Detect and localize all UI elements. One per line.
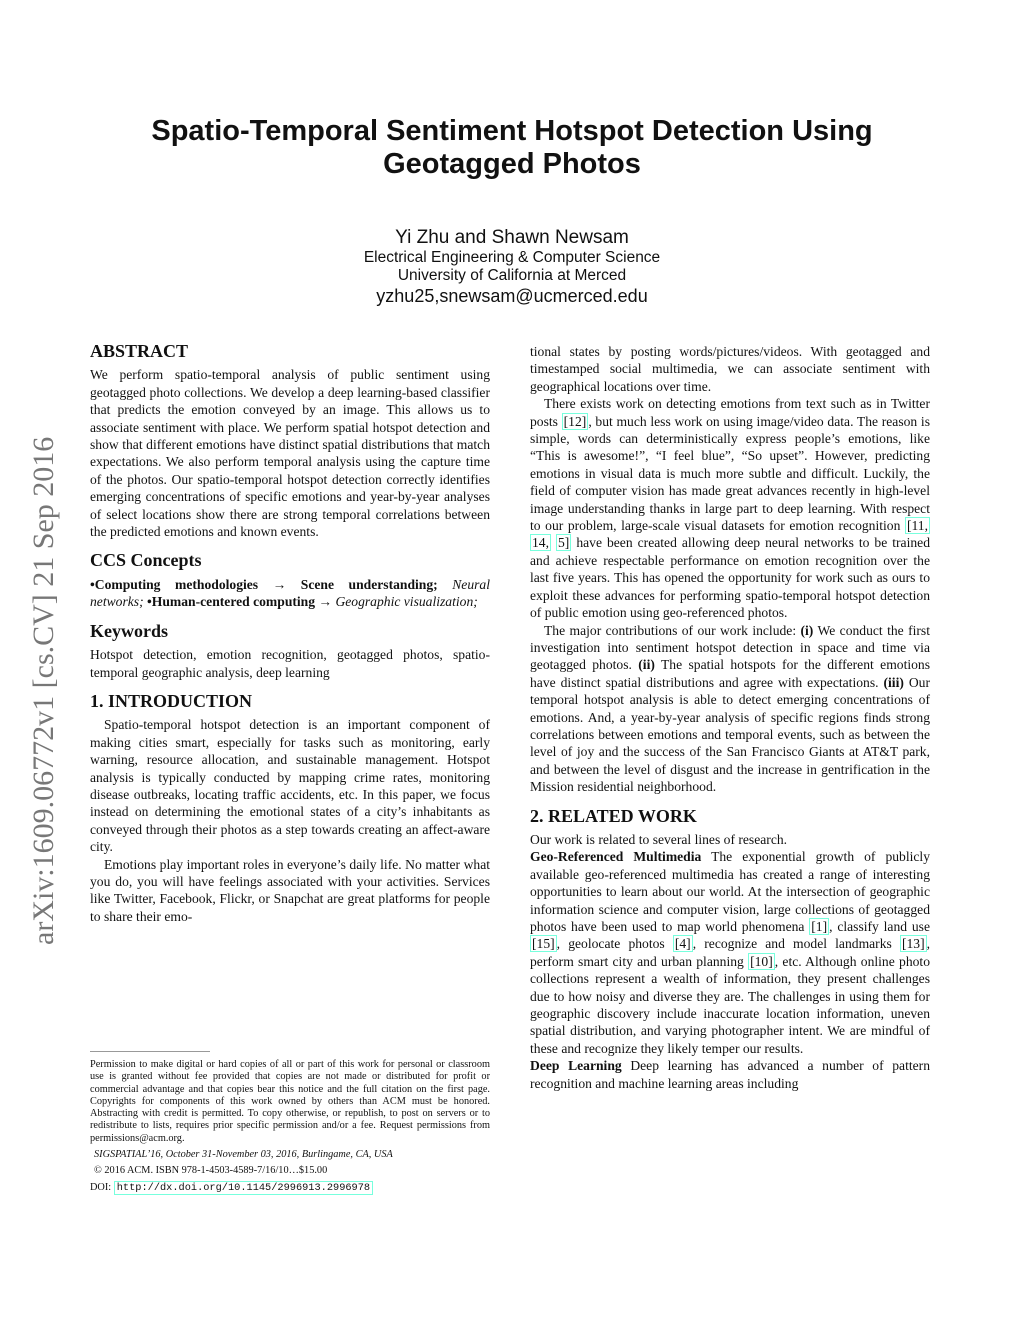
text-span: Our temporal hotspot analysis is able to detect emerging concentrations of emotions. And, a year-by-year analysis of specific regions finds strong correlations between emotions and temporal events, such as between the level of joy and the success of the San Francisco Giants at AT&T park, and between the level of disgust and the increase in gentrification in the Mission residential neighborhood.	[530, 674, 930, 795]
text-span: , recognize and model landmarks	[692, 936, 900, 952]
ccs-concept-4: Geographic visualization;	[335, 594, 478, 610]
paper-title	[0, 115, 1024, 181]
citation-13[interactable]: [13]	[901, 936, 925, 952]
citation-4[interactable]: [4]	[674, 936, 691, 952]
contributions-paragraph	[530, 622, 930, 796]
text-span: , geolocate photos	[556, 936, 673, 952]
copyright-line: © 2016 ACM. ISBN 978-1-4503-4589-7/16/10…$15.00	[94, 1165, 328, 1177]
keywords-heading: Keywords	[90, 620, 168, 641]
author-names: Yi Zhu and Shawn Newsam	[395, 227, 629, 248]
deep-learning-term: Deep Learning	[530, 1058, 622, 1074]
ccs-concepts	[90, 576, 490, 611]
intro-paragraph-1: Spatio-temporal hotspot detection is an important component of making cities smart, especially for tasks such as monitoring, early warning, resource allocation, and sustainable management. Hotspot analysis is typically conducted by mapping crime rates, monitoring disease outbreaks, locating traffic accidents, etc. In this paper, we focus instead on determining the emotional states of a city’s inhabitants as conveyed through their photos as a step towards creating an affect-aware city.	[90, 717, 490, 855]
ccs-heading: CCS Concepts	[90, 550, 202, 571]
affiliation-department: Electrical Engineering & Computer Science	[363, 249, 661, 266]
affiliation-university: University of California at Merced	[397, 267, 627, 284]
title-line-2: Geotagged Photos	[383, 148, 641, 180]
text-span: , etc. Although online photo collections represent a wealth of information, they present challenges due to how noisy and diverse they are. The challenges in using them for geographic discovery include inaccurate location information, uneven spatial distribution, and varying photographer intent. We are mindful of these and recognize they likely temper our results.	[530, 953, 930, 1056]
text-span: The spatial hotspots for the different emotions have distinct spatial distributions and agree with expectations.	[530, 657, 931, 690]
doi-label: DOI:	[90, 1181, 112, 1193]
citation-14[interactable]: 14,	[532, 535, 549, 551]
arxiv-stamp: arXiv:1609.06772v1 [cs.CV] 21 Sep 2016	[27, 436, 60, 945]
venue-line: SIGSPATIAL’16, October 31-November 03, 2016, Burlingame, CA, USA	[94, 1149, 393, 1161]
doi-link[interactable]: http://dx.doi.org/10.1145/2996913.2996978	[114, 1181, 373, 1195]
citation-12[interactable]: [12]	[563, 413, 587, 429]
related-work-intro: Our work is related to several lines of research.	[530, 831, 788, 847]
intro-paragraph-2: Emotions play important roles in everyone’s daily life. No matter what you do, you will have feelings associated with your activities. Services like Twitter, Facebook, Flickr, or Snapchat are great platforms for people to share their emo-	[90, 856, 490, 924]
related-work-heading: 2. RELATED WORK	[530, 805, 697, 826]
text-span: , but much less work on using image/video data. The reason is simple, words can deterministically express people’s emotions, like “This is awesome!”, “I feel blue”, “So upset”. However, predicting emotions in visual data is much more subtle and difficult. Luckily, the field of computer vision has made great advances recently in high-level image understanding thanks in large part to deep learning. With respect to our problem, large-scale visual datasets for emotion recognition	[530, 413, 930, 534]
permission-text: Permission to make digital or hard copies of all or part of this work for personal or classroom use is granted without fee provided that copies are not made or distributed for profit or commercial advantage and that copies bear this notice and the full citation on the first page. Copyrights for components of this work owned by others than ACM must be honored. Abstracting with credit is permitted. To copy otherwise, or republish, to post on servers or to redistribute to lists, requires prior specific permission and/or a fee. Request permissions from permissions@acm.org.	[90, 1059, 490, 1144]
contribution-marker-ii: (ii)	[638, 657, 655, 673]
text-span: Deep learning has advanced a number of pattern recognition and machine learning areas including	[530, 1058, 930, 1091]
keywords-text: Hotspot detection, emotion recognition, geotagged photos, spatio-temporal geographic analysis, deep learning	[90, 647, 490, 680]
citation-11[interactable]: [11,	[906, 518, 928, 534]
text-span: The major contributions of our work include:	[544, 622, 801, 638]
citation-5[interactable]: 5]	[558, 535, 570, 551]
contribution-marker-i: (i)	[800, 622, 814, 638]
abstract-heading: ABSTRACT	[90, 341, 189, 361]
text-span: , classify land use	[829, 919, 930, 934]
left-column	[90, 343, 490, 925]
text-span: have been created allowing deep neural networks to be trained and achieve respectable performance on emotion recognition over the last five years. This has opened the opportunity for work such as ours to exploit these advances for performing spatio-temporal hotspot detection of public emotion using geo-referenced photos.	[530, 535, 930, 621]
permission-footnote	[90, 1059, 490, 1194]
right-column	[530, 343, 930, 1092]
deep-learning-paragraph	[530, 1057, 930, 1092]
footnote-divider	[90, 1051, 210, 1052]
text-span: We conduct the first investigation into sentiment hotspot detection in space and time via geotagged photos.	[530, 622, 930, 673]
geo-multimedia-term: Geo-Referenced Multimedia	[530, 849, 702, 865]
contribution-marker-iii: (iii)	[883, 674, 904, 690]
text-span: There exists work on detecting emotions from text such as in Twitter posts	[530, 396, 930, 429]
text-span: The exponential growth of publicly available geo-referenced multimedia has created a range of interesting opportunities to learn about our world. At the intersection of geographic information science and computer vision, large collections of geotagged photos have been used to map world phenomena	[530, 849, 930, 934]
doi-line	[90, 1182, 490, 1194]
intro-paragraph-2-cont: tional states by posting words/pictures/videos. With geotagged and timestamped social multimedia, we can associate sentiment with geographical locations over time.	[530, 344, 930, 394]
author-email: yzhu25,snewsam@ucmerced.edu	[376, 286, 648, 306]
citation-10[interactable]: [10]	[750, 953, 773, 969]
title-line-1: Spatio-Temporal Sentiment Hotspot Detection Using	[151, 115, 873, 147]
intro-paragraph-3	[530, 395, 930, 621]
citation-1[interactable]: [1]	[811, 919, 828, 934]
text-span: , perform smart city and urban planning	[530, 936, 931, 969]
geo-multimedia-paragraph	[530, 848, 930, 1057]
ccs-concept-1: •Computing methodologies → Scene understanding;	[90, 576, 438, 592]
ccs-concept-2: Neural networks;	[90, 576, 490, 610]
citation-15[interactable]: [15]	[532, 936, 555, 952]
ccs-concept-3: •Human-centered computing →	[147, 594, 333, 610]
intro-heading: 1. INTRODUCTION	[90, 690, 253, 711]
author-block	[0, 227, 1024, 307]
abstract-text: We perform spatio-temporal analysis of public sentiment using geotagged photo collections. We develop a deep learning-based classifier that predicts the emotion conveyed by an image. This allows us to associate sentiment with place. We perform spatial hotspot detection and show that different emotions have distinct spatial distributions that match expectations. We also perform temporal analysis using the capture time of the photos. Our spatio-temporal hotspot detection correctly identifies emerging concentrations of specific emotions and year-by-year analyses of select locations show there are strong temporal correlations between the predicted emotions and known events.	[90, 367, 490, 540]
